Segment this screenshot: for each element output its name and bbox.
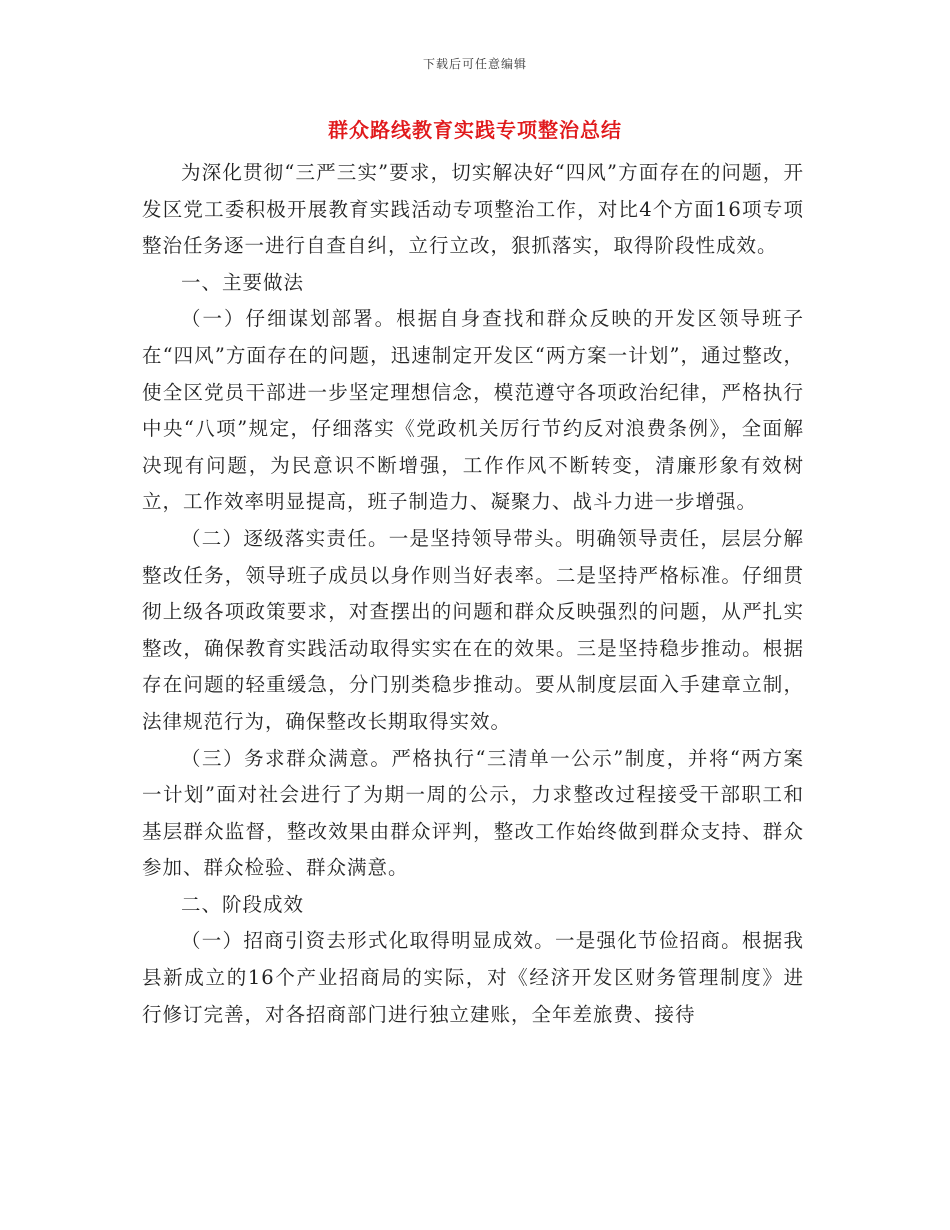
- document-title: 群众路线教育实践专项整治总结: [328, 118, 622, 142]
- intro-paragraph: 为深化贯彻“三严三实”要求，切实解决好“四风”方面存在的问题，开发区党工委积极开展教育实践活动专项整治工作，对比4个方面16项专项整治任务逐一进行自查自纠，立行立改，狠抓落实，取得阶段性成效。: [142, 161, 804, 258]
- document-body: [142, 155, 804, 1033]
- paragraph-planning: （一）仔细谋划部署。根据自身查找和群众反映的开发区领导班子在“四风”方面存在的问题，迅速制定开发区“两方案一计划”，通过整改，使全区党员干部进一步坚定理想信念，模范遵守各项政治纪律，严格执行中央“八项”规定，仔细落实《党政机关厉行节约反对浪费条例》，全面解决现有问题，为民意识不断增强，工作作风不断转变，清廉形象有效树立，工作效率明显提高，班子制造力、凝聚力、战斗力进一步增强。: [142, 307, 804, 514]
- section-heading-main-methods: 一、主要做法: [181, 270, 305, 294]
- header-note: 下载后可任意编辑: [422, 57, 527, 71]
- paragraph-investment: （一）招商引资去形式化取得明显成效。一是强化节俭招商。根据我县新成立的16个产业招商局的实际，对《经济开发区财务管理制度》进行修订完善，对各招商部门进行独立建账，全年差旅费、接待: [142, 929, 804, 1026]
- section-heading-results: 二、阶段成效: [181, 892, 305, 916]
- paragraph-responsibility: （二）逐级落实责任。一是坚持领导带头。明确领导责任，层层分解整改任务，领导班子成员以身作则当好表率。二是坚持严格标准。仔细贯彻上级各项政策要求，对查摆出的问题和群众反映强烈的问题，从严扎实整改，确保教育实践活动取得实实在在的效果。三是坚持稳步推动。根据存在问题的轻重缓急，分门别类稳步推动。要从制度层面入手建章立制，法律规范行为，确保整改长期取得实效。: [142, 526, 804, 733]
- paragraph-satisfaction: （三）务求群众满意。严格执行“三清单一公示”制度，并将“两方案一计划”面对社会进行了为期一周的公示，力求整改过程接受干部职工和基层群众监督，整改效果由群众评判，整改工作始终做到群众支持、群众参加、群众检验、群众满意。: [142, 746, 804, 880]
